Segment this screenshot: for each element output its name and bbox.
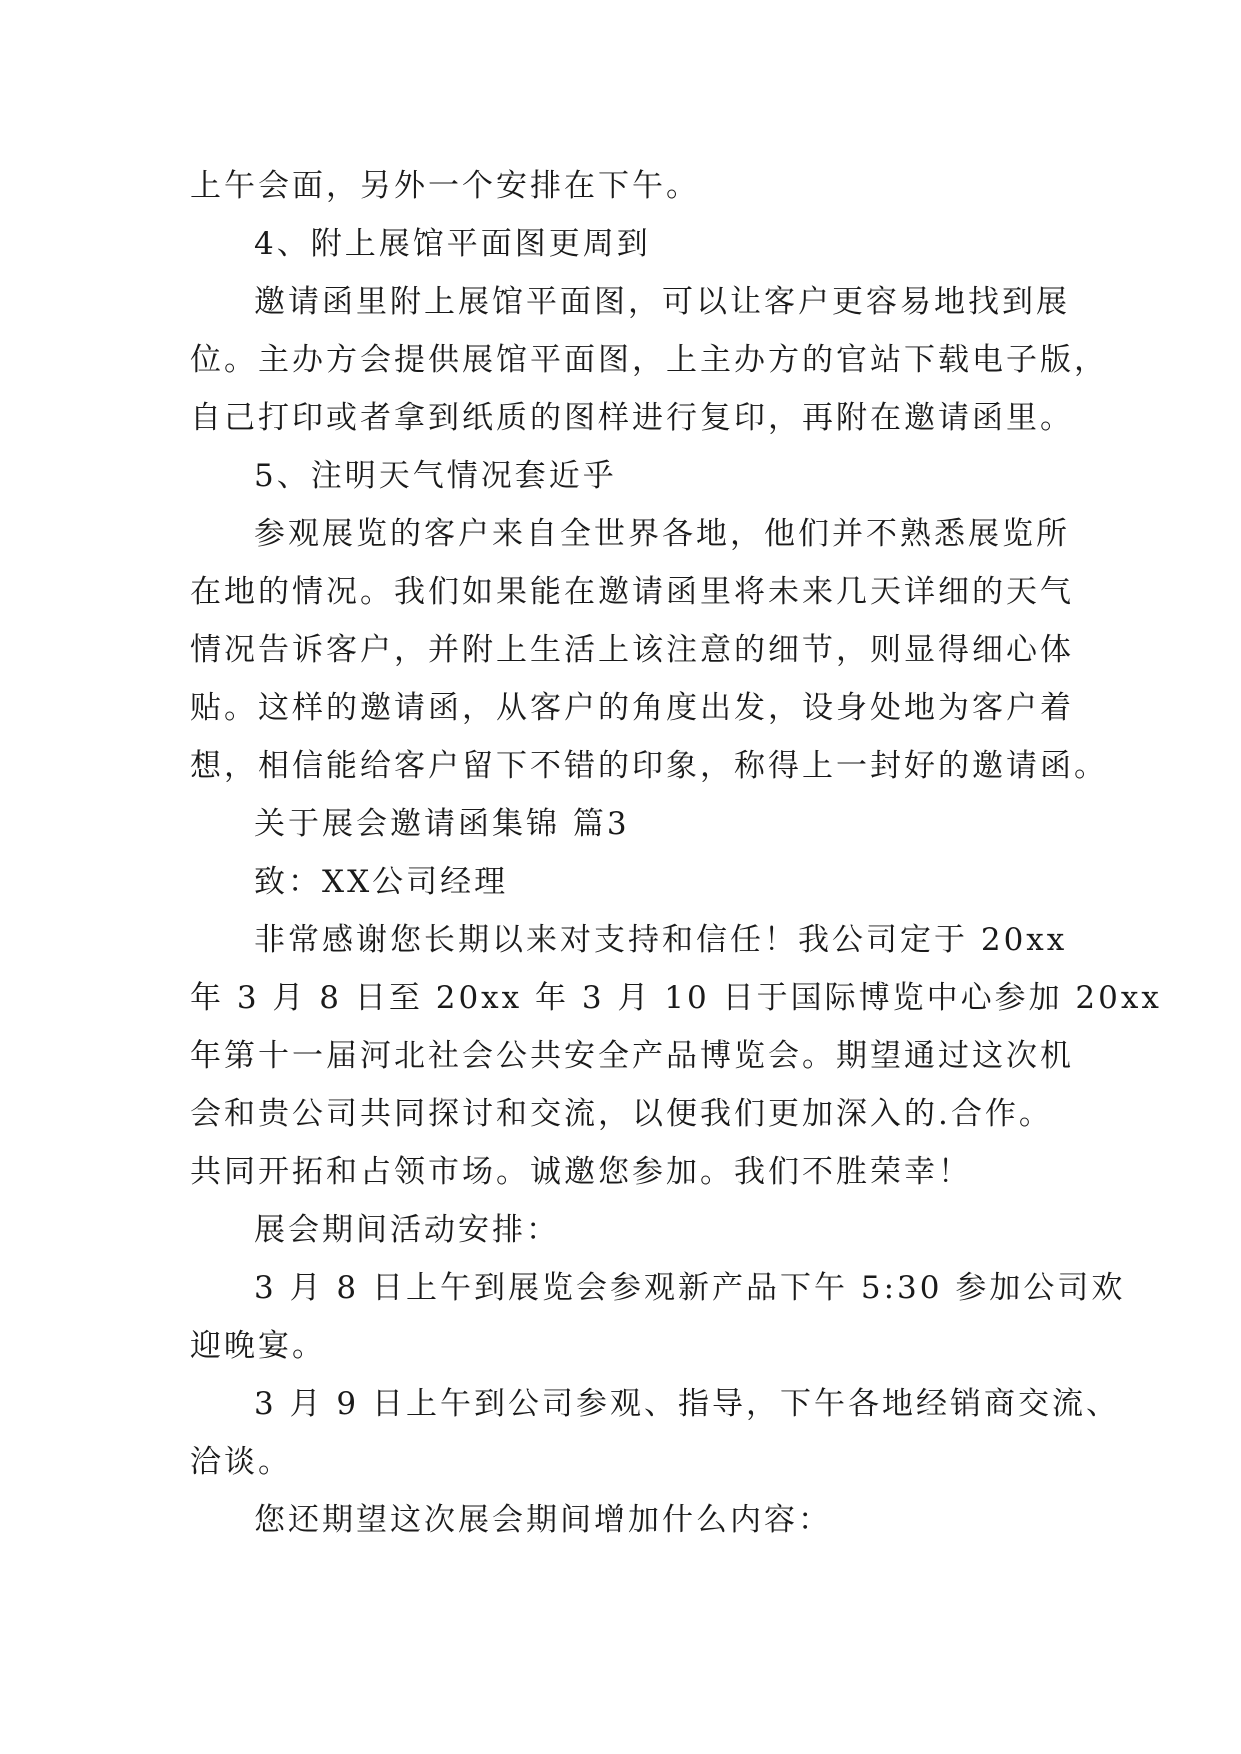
text-line: 3 月 9 日上午到公司参观、指导，下午各地经销商交流、 bbox=[254, 1386, 1121, 1422]
text-line: 您还期望这次展会期间增加什么内容： bbox=[254, 1502, 832, 1538]
text-line: 共同开拓和占领市场。诚邀您参加。我们不胜荣幸！ bbox=[190, 1154, 972, 1190]
text-line: 3 月 8 日上午到展览会参观新产品下午 5:30 参加公司欢 bbox=[254, 1270, 1126, 1306]
text-line: 非常感谢您长期以来对支持和信任！我公司定于 20xx bbox=[254, 922, 1068, 958]
text-line: 展会期间活动安排： bbox=[254, 1212, 560, 1248]
text-line: 上午会面，另外一个安排在下午。 bbox=[190, 168, 700, 204]
text-line: 自己打印或者拿到纸质的图样进行复印，再附在邀请函里。 bbox=[190, 400, 1074, 436]
salutation: 致：XX公司经理 bbox=[254, 864, 509, 900]
text-line: 年 3 月 8 日至 20xx 年 3 月 10 日于国际博览中心参加 20xx bbox=[190, 980, 1162, 1016]
text-line: 贴。这样的邀请函，从客户的角度出发，设身处地为客户着 bbox=[190, 690, 1074, 726]
text-line: 年第十一届河北社会公共安全产品博览会。期望通过这次机 bbox=[190, 1038, 1074, 1074]
text-line: 想，相信能给客户留下不错的印象，称得上一封好的邀请函。 bbox=[190, 748, 1108, 784]
text-line: 位。主办方会提供展馆平面图，上主办方的官站下载电子版， bbox=[190, 342, 1108, 378]
text-line: 会和贵公司共同探讨和交流，以便我们更加深入的.合作。 bbox=[190, 1096, 1053, 1132]
text-line: 邀请函里附上展馆平面图，可以让客户更容易地找到展 bbox=[254, 284, 1070, 320]
text-line: 情况告诉客户，并附上生活上该注意的细节，则显得细心体 bbox=[190, 632, 1074, 668]
text-line: 洽谈。 bbox=[190, 1444, 292, 1480]
section-title: 关于展会邀请函集锦 篇3 bbox=[254, 806, 630, 842]
text-line: 参观展览的客户来自全世界各地，他们并不熟悉展览所 bbox=[254, 516, 1070, 552]
section-heading: 4、附上展馆平面图更周到 bbox=[254, 226, 651, 262]
section-heading: 5、注明天气情况套近乎 bbox=[254, 458, 617, 494]
text-line: 在地的情况。我们如果能在邀请函里将未来几天详细的天气 bbox=[190, 574, 1074, 610]
text-line: 迎晚宴。 bbox=[190, 1328, 326, 1364]
